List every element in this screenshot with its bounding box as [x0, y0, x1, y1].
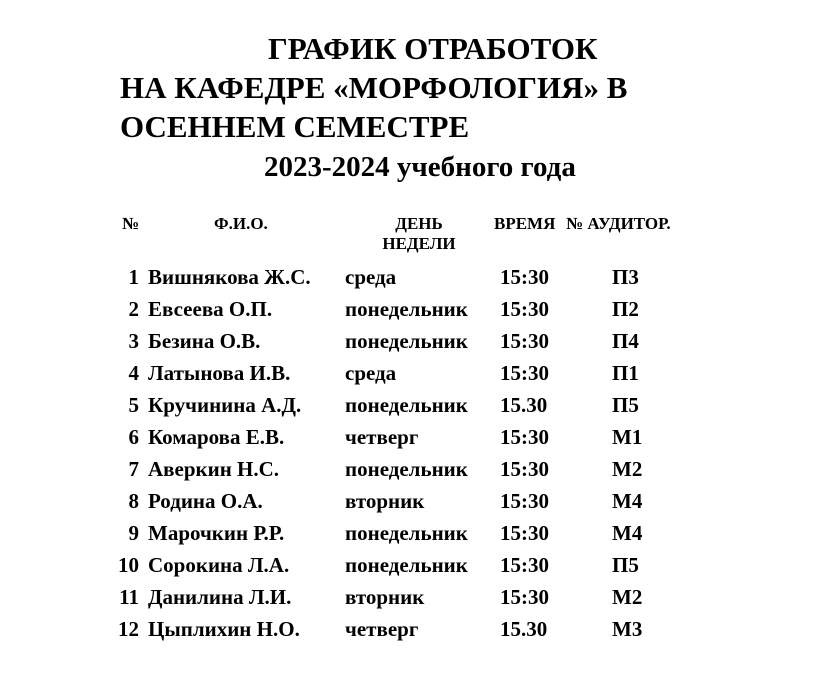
row-time: 15:30 — [500, 489, 549, 513]
row-number: 7 — [128, 457, 139, 481]
row-number: 11 — [119, 585, 139, 609]
row-room: М2 — [612, 585, 643, 609]
row-day: понедельник — [345, 297, 468, 321]
row-day: понедельник — [345, 329, 468, 353]
header-day-of-week — [373, 214, 465, 254]
row-time: 15.30 — [500, 617, 548, 641]
row-day: понедельник — [345, 553, 468, 577]
row-room: М2 — [612, 457, 643, 481]
row-room: П1 — [612, 361, 639, 385]
row-number: 1 — [128, 265, 139, 289]
row-room: П3 — [612, 265, 639, 289]
row-number: 2 — [128, 297, 139, 321]
table-row — [0, 357, 828, 389]
title-line-2: НА КАФЕДРЕ «МОРФОЛОГИЯ» В — [120, 70, 628, 105]
header-number: № — [122, 214, 140, 233]
row-time: 15:30 — [500, 585, 549, 609]
title-line-1: ГРАФИК ОТРАБОТОК — [268, 31, 598, 66]
row-time: 15:30 — [500, 329, 549, 353]
row-number: 8 — [128, 489, 139, 513]
row-name: Данилина Л.И. — [148, 585, 292, 609]
row-time: 15:30 — [500, 265, 549, 289]
row-number: 5 — [128, 393, 139, 417]
row-room: М1 — [612, 425, 643, 449]
row-room: М3 — [612, 617, 643, 641]
row-name: Кручинина А.Д. — [148, 393, 302, 417]
row-time: 15:30 — [500, 457, 549, 481]
table-row — [0, 517, 828, 549]
row-name: Безина О.В. — [148, 329, 261, 353]
header-day-line-1: ДЕНЬ — [395, 214, 443, 233]
row-day: вторник — [345, 489, 425, 513]
row-room: П5 — [612, 553, 639, 577]
row-day: вторник — [345, 585, 425, 609]
row-number: 12 — [118, 617, 139, 641]
row-time: 15:30 — [500, 425, 549, 449]
row-time: 15:30 — [500, 361, 549, 385]
row-number: 4 — [128, 361, 139, 385]
row-time: 15:30 — [500, 297, 549, 321]
row-time: 15:30 — [500, 521, 549, 545]
row-time: 15.30 — [500, 393, 548, 417]
row-name: Марочкин Р.Р. — [148, 521, 285, 545]
row-time: 15:30 — [500, 553, 549, 577]
row-room: М4 — [612, 521, 643, 545]
table-row — [0, 261, 828, 293]
table-row — [0, 581, 828, 613]
row-day: четверг — [345, 617, 419, 641]
row-number: 9 — [128, 521, 139, 545]
header-time: ВРЕМЯ — [494, 214, 556, 233]
row-room: П2 — [612, 297, 639, 321]
row-number: 3 — [128, 329, 139, 353]
table-row — [0, 613, 828, 645]
table-row — [0, 325, 828, 357]
title-line-year: 2023-2024 учебного года — [264, 151, 576, 183]
title-line-3: ОСЕННЕМ СЕМЕСТРЕ — [120, 109, 470, 144]
row-name: Вишнякова Ж.С. — [148, 265, 311, 289]
header-room: № АУДИТОР. — [566, 214, 671, 233]
row-room: П5 — [612, 393, 639, 417]
table-row — [0, 485, 828, 517]
row-day: понедельник — [345, 393, 468, 417]
row-day: четверг — [345, 425, 419, 449]
row-room: П4 — [612, 329, 639, 353]
row-number: 10 — [118, 553, 139, 577]
table-row — [0, 453, 828, 485]
table-row — [0, 549, 828, 581]
row-day: понедельник — [345, 521, 468, 545]
header-day-line-2: НЕДЕЛИ — [382, 234, 456, 253]
row-day: среда — [345, 265, 397, 289]
table-row — [0, 293, 828, 325]
row-name: Сорокина Л.А. — [148, 553, 290, 577]
row-number: 6 — [128, 425, 139, 449]
row-name: Цыплихин Н.О. — [148, 617, 300, 641]
row-name: Аверкин Н.С. — [148, 457, 280, 481]
table-row — [0, 421, 828, 453]
row-name: Евсеева О.П. — [148, 297, 273, 321]
row-name: Родина О.А. — [148, 489, 263, 513]
row-name: Комарова Е.В. — [148, 425, 285, 449]
row-room: М4 — [612, 489, 643, 513]
row-day: понедельник — [345, 457, 468, 481]
row-day: среда — [345, 361, 397, 385]
row-name: Латынова И.В. — [148, 361, 291, 385]
table-row — [0, 389, 828, 421]
header-name: Ф.И.О. — [214, 214, 268, 233]
